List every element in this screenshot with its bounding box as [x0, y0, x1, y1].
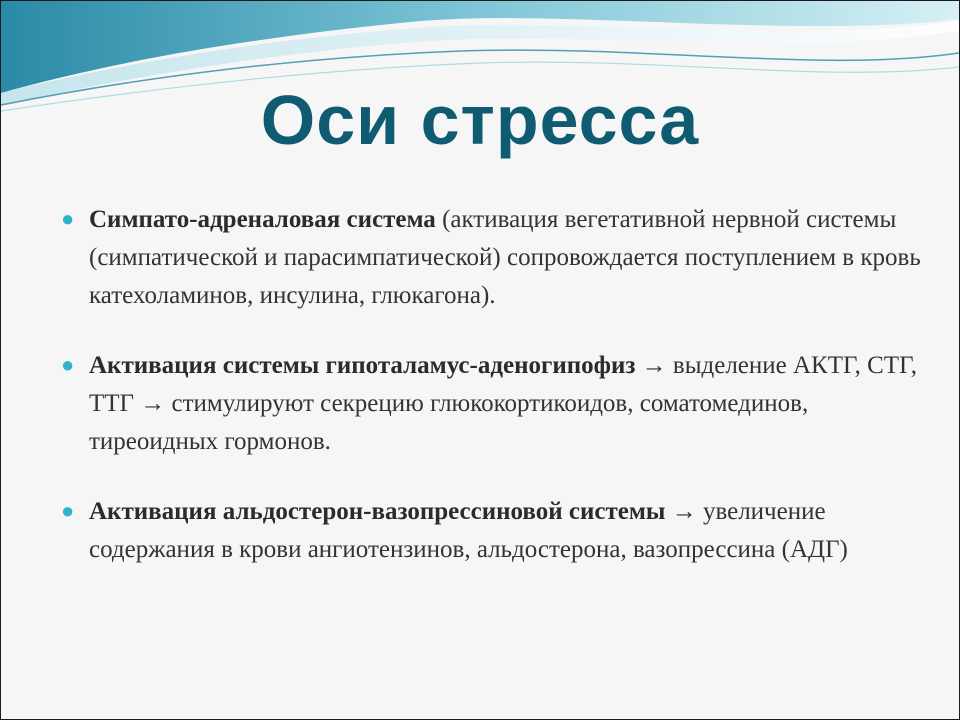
item-heading: Активация системы гипоталамус-аденогипофиз → — [89, 352, 667, 379]
list-item — [61, 201, 921, 315]
bullet-icon: ● — [61, 352, 75, 377]
bullet-list — [61, 201, 921, 601]
item-heading: Симпато-адреналовая система — [89, 206, 436, 233]
bullet-icon: ● — [61, 498, 75, 523]
item-heading: Активация альдостерон-вазопрессиновой системы → — [89, 498, 697, 525]
list-item — [61, 347, 921, 461]
bullet-icon: ● — [61, 206, 75, 231]
item-text: (активация вегетативной нервной системы (симпатической и парасимпатической) сопровождается поступлением в кровь катехоламинов, инсулина, глюкагона). — [89, 206, 921, 309]
list-item — [61, 493, 921, 569]
page-title: Оси стресса — [260, 81, 700, 159]
item-text: увеличение содержания в крови ангиотензинов, альдостерона, вазопрессина (АДГ) — [89, 498, 848, 563]
item-text: выделение АКТГ, СТГ, ТТГ → стимулируют секрецию глюкокортикоидов, соматомединов, тиреоидных гормонов. — [89, 352, 917, 455]
